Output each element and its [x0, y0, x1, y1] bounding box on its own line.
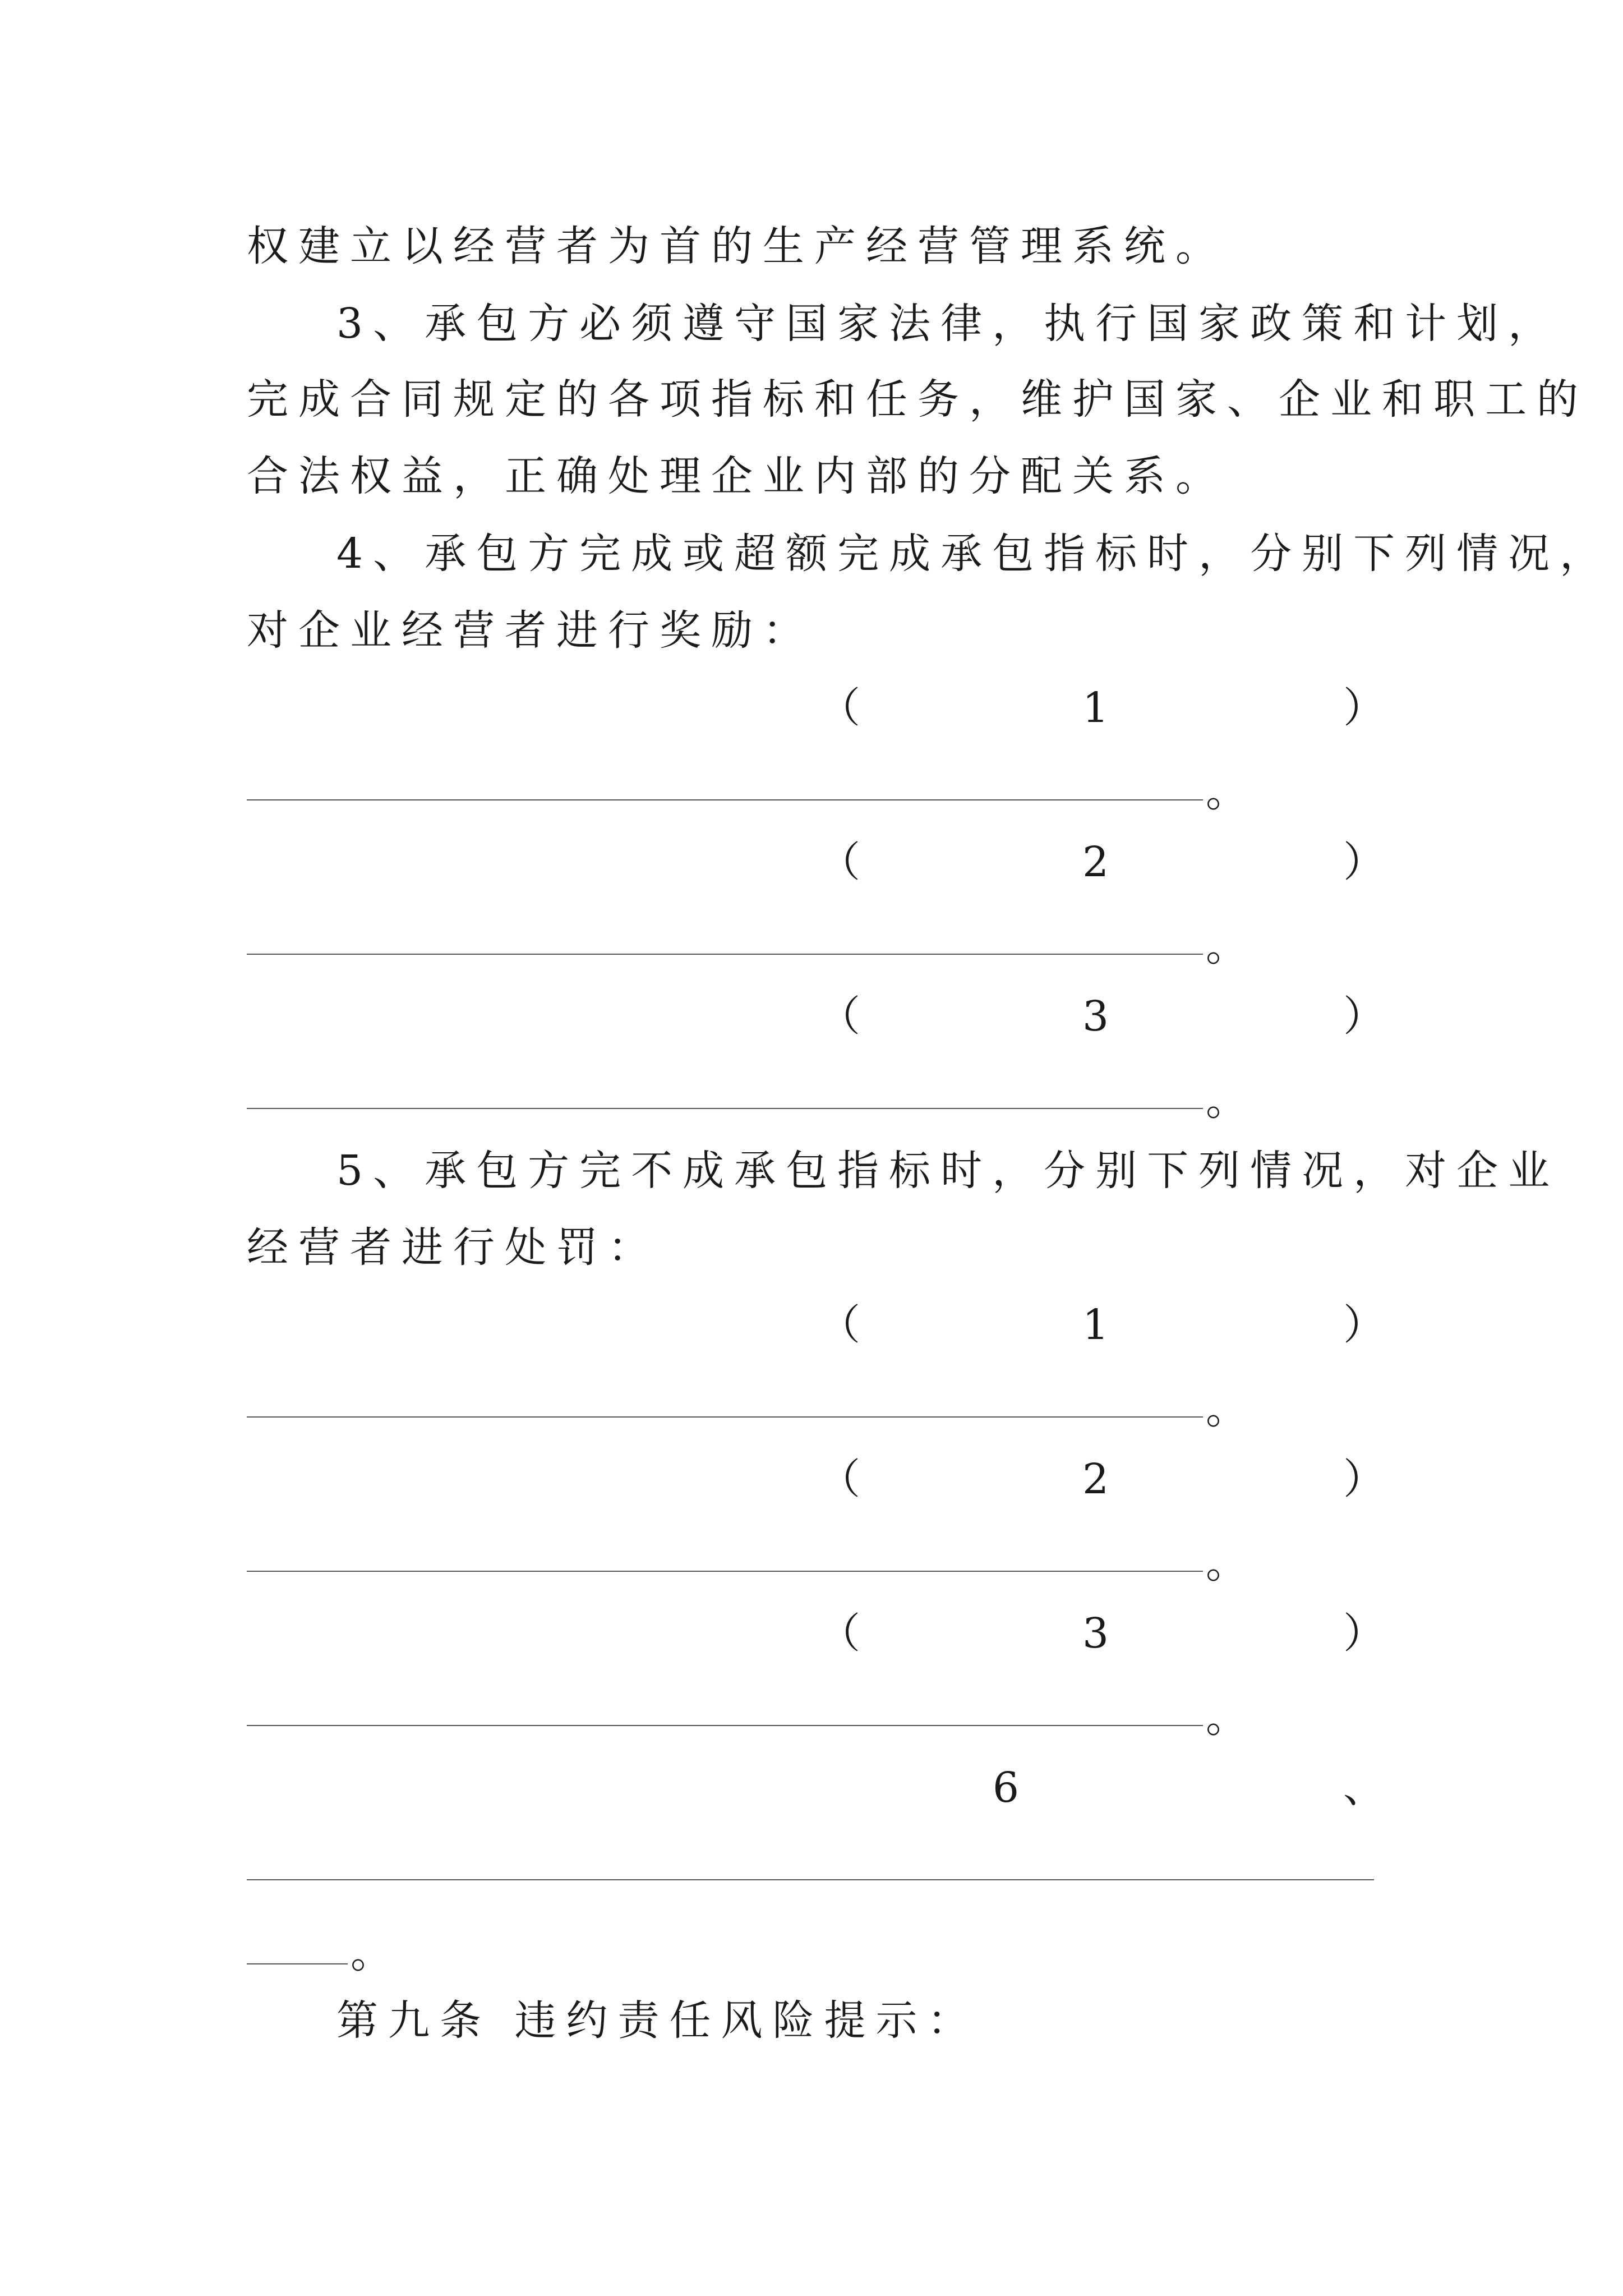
- paragraph-item-3-line-3: 合法权益，正确处理企业内部的分配关系。: [247, 452, 1227, 500]
- penalty-item-3-blank[interactable]: [247, 1725, 1203, 1726]
- penalty-item-1-blank[interactable]: [247, 1416, 1203, 1418]
- item-6-separator: 、: [1343, 1764, 1385, 1812]
- reward-item-2-period: 。: [1206, 922, 1247, 970]
- penalty-item-3-close-paren: ）: [1343, 1609, 1385, 1658]
- penalty-item-1-open-paren: （: [819, 1301, 860, 1349]
- reward-item-3-blank[interactable]: [247, 1108, 1203, 1109]
- reward-item-1-open-paren: （: [819, 684, 860, 732]
- reward-item-1-number: 1: [1082, 684, 1109, 732]
- item-6-blank-short[interactable]: [247, 1963, 348, 1964]
- penalty-item-2-blank[interactable]: [247, 1571, 1203, 1572]
- article-9-heading: 第九条 违约责任风险提示：: [336, 1996, 979, 2045]
- paragraph-item-5-line-2: 经营者进行处罚：: [247, 1223, 660, 1272]
- item-6-blank-long[interactable]: [247, 1879, 1374, 1880]
- paragraph-line: 权建立以经营者为首的生产经营管理系统。: [247, 222, 1227, 270]
- reward-item-3-open-paren: （: [819, 992, 860, 1041]
- reward-item-2-number: 2: [1082, 838, 1109, 886]
- penalty-item-3-open-paren: （: [819, 1609, 860, 1658]
- penalty-item-2-close-paren: ）: [1343, 1455, 1385, 1503]
- paragraph-item-5-line-1: 5、承包方完不成承包指标时，分别下列情况，对企业: [336, 1147, 1560, 1195]
- penalty-item-1-close-paren: ）: [1343, 1301, 1385, 1349]
- paragraph-item-3-line-1: 3、承包方必须遵守国家法律，执行国家政策和计划，: [336, 300, 1560, 348]
- penalty-item-1-number: 1: [1082, 1301, 1109, 1349]
- reward-item-3-close-paren: ）: [1343, 992, 1385, 1041]
- paragraph-item-4-line-1: 4、承包方完成或超额完成承包指标时，分别下列情况，: [336, 530, 1612, 578]
- paragraph-item-3-line-2: 完成合同规定的各项指标和任务，维护国家、企业和职工的: [247, 375, 1588, 424]
- penalty-item-2-period: 。: [1206, 1539, 1247, 1588]
- item-6-number: 6: [993, 1764, 1020, 1812]
- reward-item-2-blank[interactable]: [247, 954, 1203, 955]
- reward-item-3-number: 3: [1082, 992, 1109, 1041]
- item-6-period: 。: [351, 1929, 392, 1977]
- reward-item-2-close-paren: ）: [1343, 838, 1385, 886]
- reward-item-1-blank[interactable]: [247, 799, 1203, 800]
- penalty-item-1-period: 。: [1206, 1385, 1247, 1433]
- reward-item-3-period: 。: [1206, 1076, 1247, 1125]
- paragraph-item-4-line-2: 对企业经营者进行奖励：: [247, 606, 814, 655]
- penalty-item-2-number: 2: [1082, 1455, 1109, 1503]
- penalty-item-3-period: 。: [1206, 1694, 1247, 1742]
- penalty-item-3-number: 3: [1082, 1609, 1109, 1658]
- reward-item-2-open-paren: （: [819, 838, 860, 886]
- reward-item-1-period: 。: [1206, 768, 1247, 816]
- reward-item-1-close-paren: ）: [1343, 684, 1385, 732]
- penalty-item-2-open-paren: （: [819, 1455, 860, 1503]
